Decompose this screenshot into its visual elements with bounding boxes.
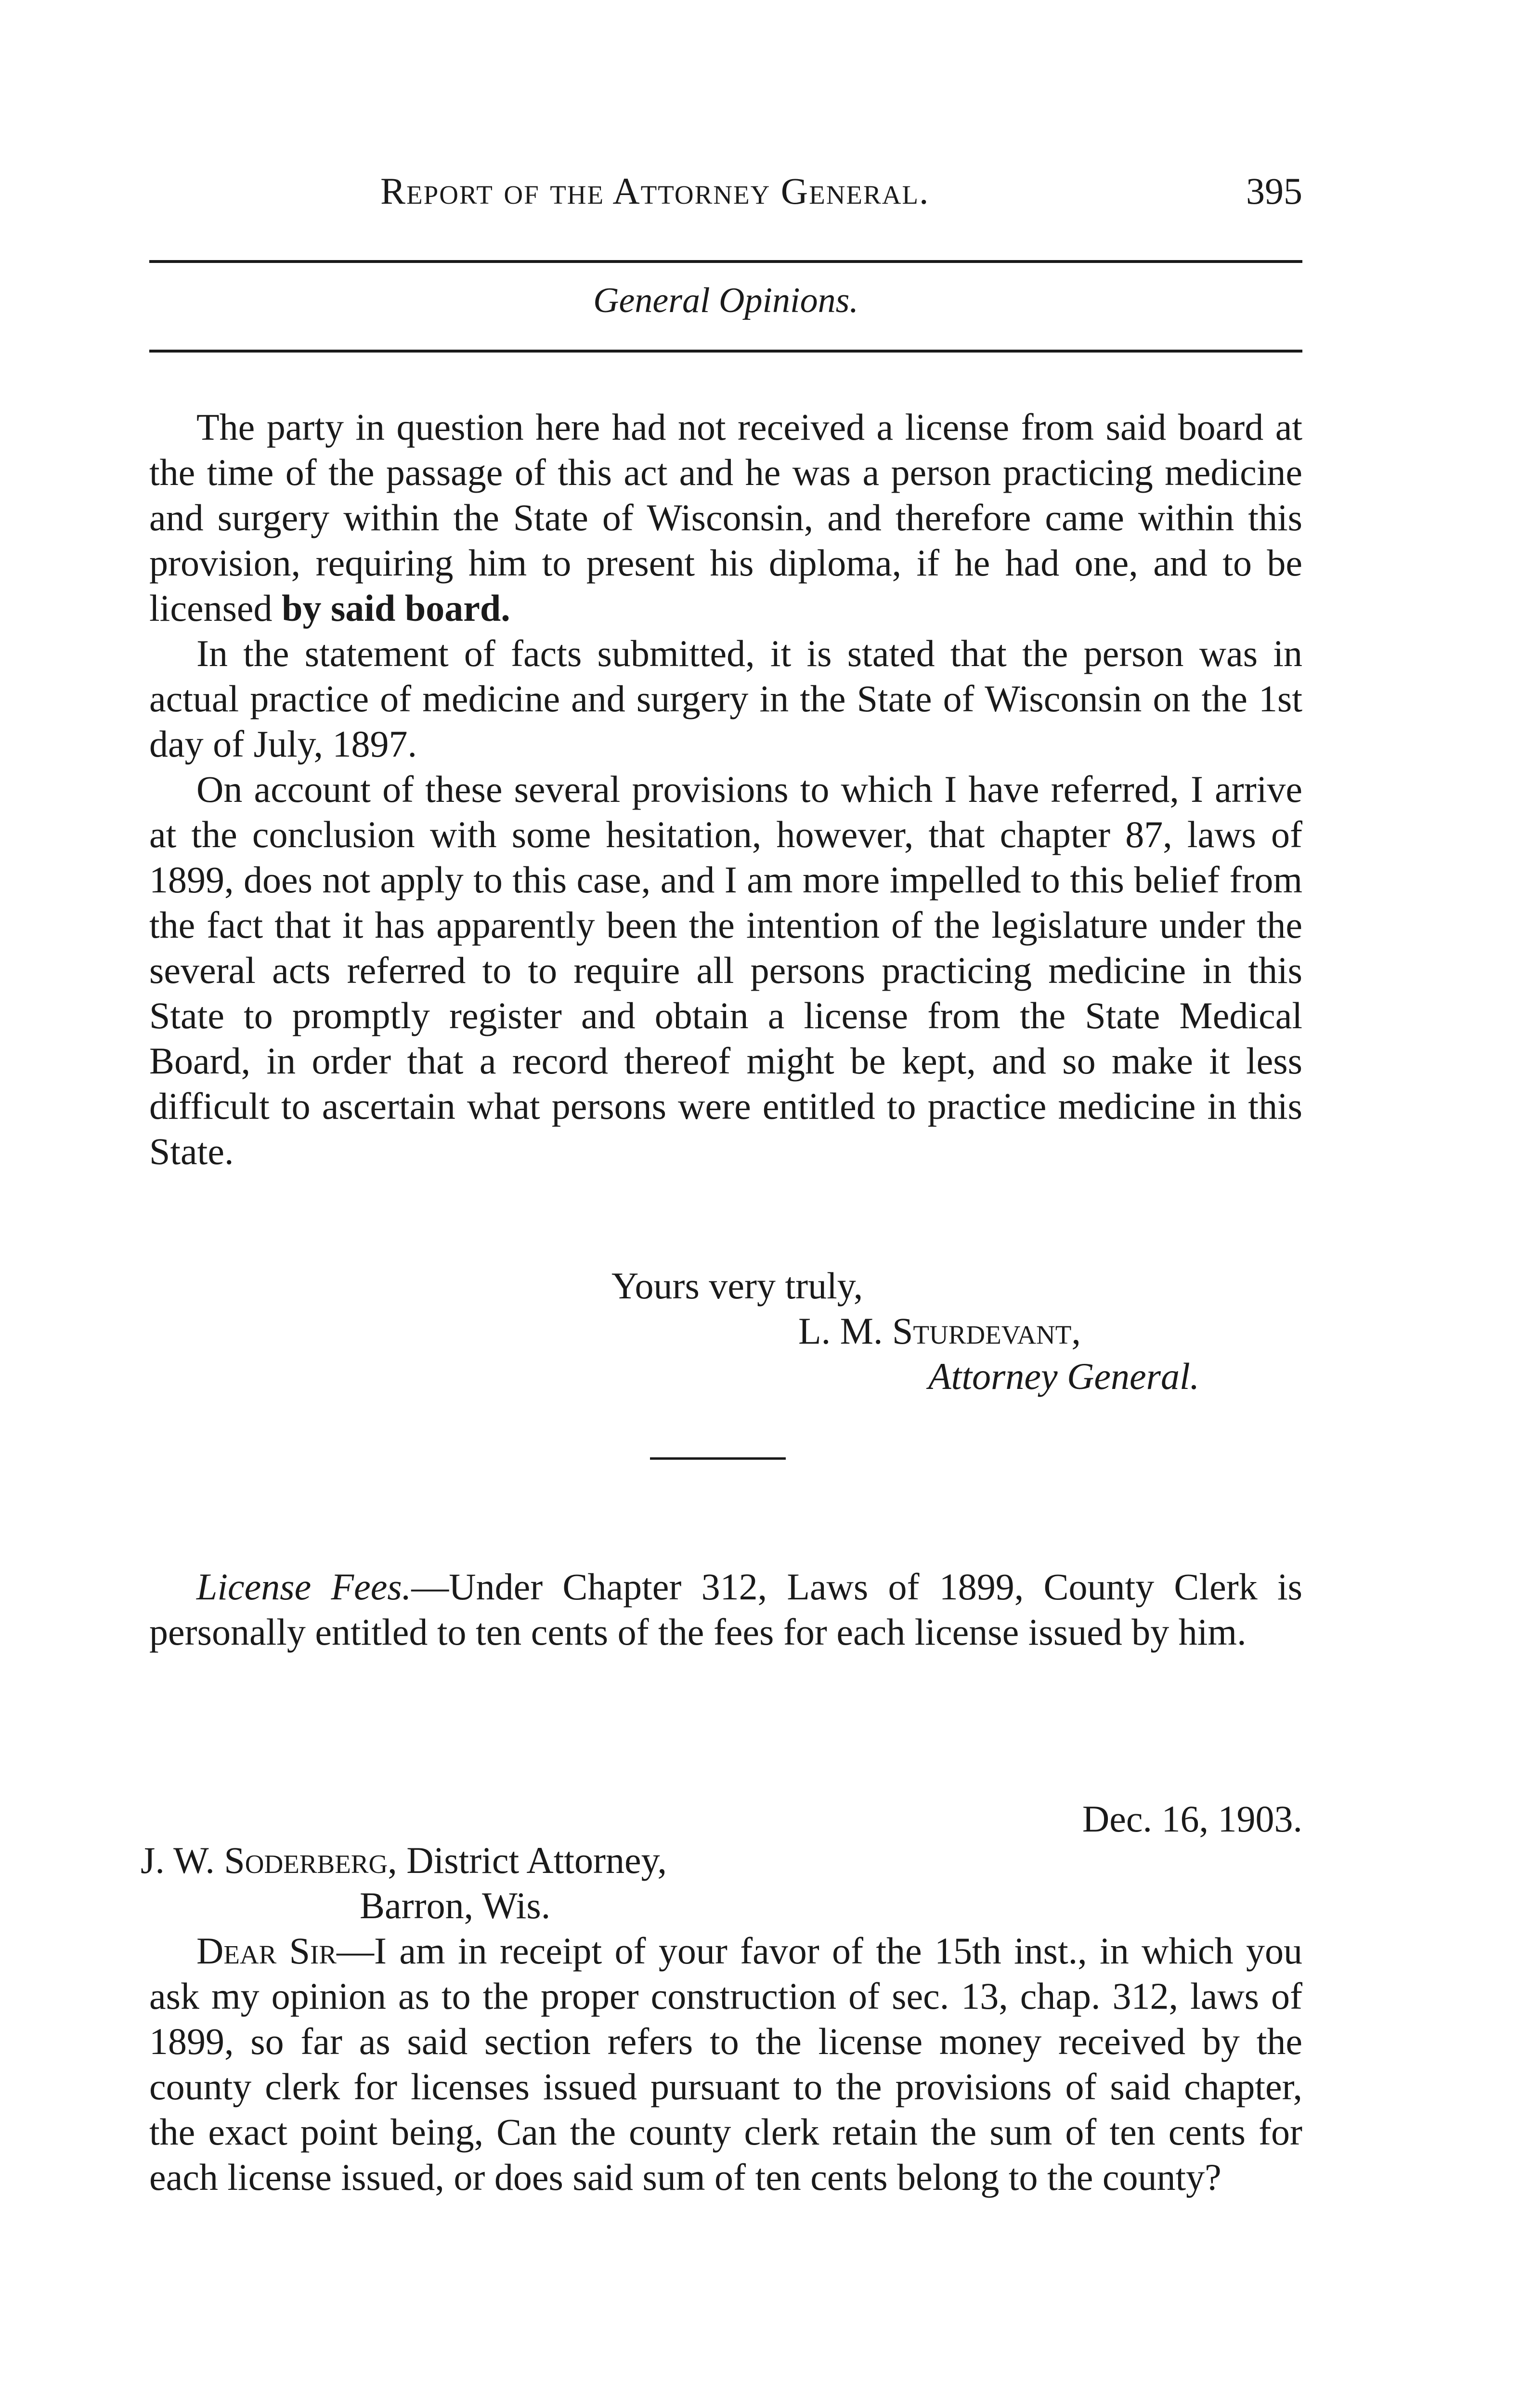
page-number: 395 xyxy=(1246,170,1302,212)
paragraph xyxy=(149,405,1302,631)
addressee-place: Barron, Wis. xyxy=(360,1885,551,1926)
header-rule-bottom xyxy=(149,350,1302,353)
letter-date: Dec. 16, 1903. xyxy=(1082,1798,1302,1840)
closing-salutation: Yours very truly, xyxy=(611,1265,863,1307)
letter-body xyxy=(149,1928,1302,2200)
headnote-title: License Fees. xyxy=(196,1566,412,1608)
headnote-paragraph xyxy=(149,1564,1302,1655)
paragraph-bold-text: by said board. xyxy=(282,587,510,629)
section-heading: General Opinions. xyxy=(593,281,858,320)
signature-title: Attorney General. xyxy=(928,1355,1200,1397)
paragraph: In the statement of facts submitted, it is stated that the person was in actual practice of medicine and surgery in the State of Wisconsin on the 1st day of July, 1897. xyxy=(149,632,1302,765)
addressee-role: District Attorney, xyxy=(397,1839,667,1881)
letter-paragraph xyxy=(149,1928,1302,2200)
opinion-body xyxy=(149,405,1302,1174)
running-header xyxy=(149,170,1302,222)
paragraph: On account of these several provisions to which I have referred, I arrive at the conclusion with some hesitation, however, that chapter 87, laws of 1899, does not apply to this case, and I am more impelled to this belief from the fact that it has apparently been the intention of the legislature under the several acts referred to to require all persons practicing medicine in this State to promptly register and obtain a license from the State Medical Board, in order that a record thereof might be kept, and so make it less difficult to ascertain what persons were entitled to practice medicine in this State. xyxy=(149,768,1302,1172)
signature-name: L. M. Sturdevant, xyxy=(798,1310,1081,1352)
header-rule-top xyxy=(149,260,1302,263)
letter-text: —I am in receipt of your favor of the 15th inst., in which you ask my opinion as to the proper construction of sec. 13, chap. 312, laws of 1899, so far as said section refers to the license money received by the county clerk for licenses issued pursuant to the provisions of said chapter, the exact point being, Can the county clerk retain the sum of ten cents for each license issued, or does said sum of ten cents belong to the county? xyxy=(149,1930,1302,2198)
running-title: Report of the Attorney General. xyxy=(380,170,930,212)
paragraph-text: The party in question here had not received a license from said board at the time of the passage of this act and he was a person practicing medicine and surgery within the State of Wisconsin, and therefore came within this provision, requiring him to present his diploma, if he had one, and to be licensed xyxy=(149,406,1302,629)
section-separator xyxy=(650,1457,786,1460)
addressee-line xyxy=(141,1838,667,1883)
headnote xyxy=(149,1564,1302,1655)
salutation: Dear Sir xyxy=(196,1930,337,1972)
addressee-name: J. W. Soderberg, xyxy=(141,1839,397,1881)
addressee-block xyxy=(141,1838,667,1928)
headnote-text: —Under Chapter 312, Laws of 1899, County Clerk is personally entitled to ten cents of the fees for each license issued by him. xyxy=(149,1566,1302,1653)
